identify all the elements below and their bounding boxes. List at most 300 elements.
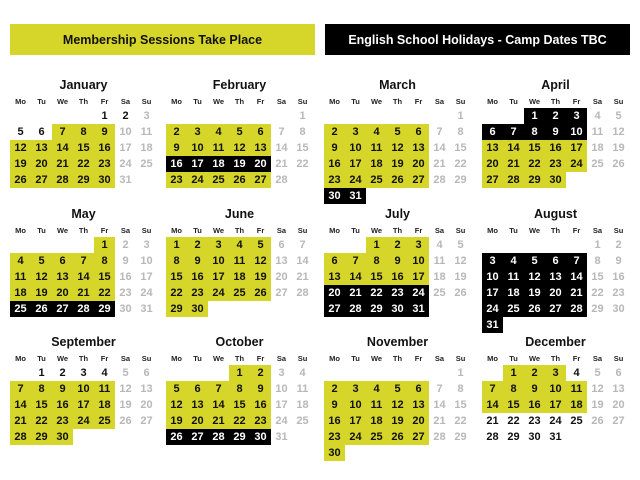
day-cell: 5 [387,124,408,140]
day-cell: 5 [387,381,408,397]
day-cell: 20 [31,156,52,172]
day-grid [324,237,471,317]
empty-cell [408,445,429,461]
empty-cell [208,365,229,381]
day-cell: 8 [292,124,313,140]
day-cell: 9 [166,140,187,156]
day-cell: 1 [292,108,313,124]
weekday-label: Sa [276,97,287,106]
empty-cell [52,108,73,124]
day-cell: 20 [271,269,292,285]
day-cell: 20 [136,397,157,413]
day-cell: 6 [608,365,629,381]
day-cell: 17 [115,140,136,156]
day-cell: 19 [229,156,250,172]
weekday-label: Tu [193,354,202,363]
weekday-label: Th [392,97,403,106]
empty-cell [229,108,250,124]
day-cell: 26 [250,285,271,301]
empty-cell [450,301,471,317]
day-cell: 19 [10,156,31,172]
month-november [324,335,471,461]
day-cell: 25 [429,285,450,301]
weekday-label: Mo [487,226,498,235]
empty-cell [503,317,524,333]
day-cell: 12 [31,269,52,285]
weekday-label: Fr [572,226,581,235]
day-cell: 16 [324,413,345,429]
day-cell: 9 [187,253,208,269]
month-title: April [541,78,570,92]
day-cell: 15 [524,140,545,156]
day-cell: 28 [208,429,229,445]
day-cell: 31 [408,301,429,317]
day-cell: 17 [73,397,94,413]
day-cell: 17 [187,156,208,172]
day-cell: 21 [73,285,94,301]
day-cell: 19 [450,269,471,285]
day-cell: 22 [587,285,608,301]
empty-cell [52,237,73,253]
day-cell: 4 [208,124,229,140]
day-cell: 5 [587,365,608,381]
day-cell: 26 [166,429,187,445]
weekday-label: Su [297,354,308,363]
weekday-label: Tu [351,97,360,106]
day-cell: 9 [545,124,566,140]
empty-cell [545,317,566,333]
empty-cell [271,108,292,124]
day-cell: 2 [524,365,545,381]
day-cell: 3 [545,365,566,381]
day-cell: 27 [482,172,503,188]
empty-cell [429,188,450,204]
empty-cell [292,301,313,317]
day-cell: 12 [115,381,136,397]
day-cell: 11 [503,269,524,285]
weekday-label: Fr [100,97,109,106]
day-cell: 18 [366,156,387,172]
day-cell: 28 [345,301,366,317]
day-cell: 7 [566,253,587,269]
day-cell: 4 [94,365,115,381]
day-cell: 30 [324,188,345,204]
day-grid [166,365,313,445]
day-cell: 21 [503,156,524,172]
weekday-label: Th [550,226,561,235]
empty-cell [345,445,366,461]
day-cell: 3 [208,237,229,253]
weekday-label: Mo [171,97,182,106]
day-cell: 1 [366,237,387,253]
day-cell: 22 [524,156,545,172]
empty-cell [166,108,187,124]
day-cell: 13 [250,140,271,156]
day-cell: 10 [208,253,229,269]
day-cell: 7 [271,124,292,140]
day-grid [482,237,629,333]
weekday-label: Mo [329,97,340,106]
day-cell: 21 [10,413,31,429]
day-cell: 6 [324,253,345,269]
day-cell: 12 [229,140,250,156]
day-cell: 17 [408,269,429,285]
empty-cell [187,365,208,381]
empty-cell [587,429,608,445]
day-cell: 14 [292,253,313,269]
weekday-label: Tu [37,354,46,363]
month-march [324,78,471,204]
empty-cell [503,237,524,253]
day-cell: 24 [408,285,429,301]
day-cell: 24 [545,413,566,429]
day-cell: 22 [94,285,115,301]
day-cell: 16 [387,269,408,285]
weekday-label: Sa [592,354,603,363]
weekday-label: Su [455,354,466,363]
day-cell: 30 [94,172,115,188]
day-cell: 18 [366,413,387,429]
day-cell: 10 [73,381,94,397]
day-cell: 21 [292,269,313,285]
day-cell: 11 [429,253,450,269]
day-cell: 31 [271,429,292,445]
day-cell: 9 [324,397,345,413]
day-cell: 12 [387,397,408,413]
day-cell: 8 [94,253,115,269]
day-cell: 7 [10,381,31,397]
day-cell: 30 [52,429,73,445]
day-cell: 29 [31,429,52,445]
day-cell: 25 [208,172,229,188]
empty-cell [566,317,587,333]
empty-cell [566,172,587,188]
weekday-label: Th [392,226,403,235]
weekday-label: Mo [15,226,26,235]
day-cell: 29 [524,172,545,188]
weekday-label: Fr [256,354,265,363]
day-cell: 25 [94,413,115,429]
day-cell: 11 [566,381,587,397]
day-cell: 10 [271,381,292,397]
weekday-label: Sa [592,226,603,235]
day-cell: 21 [482,413,503,429]
day-cell: 13 [271,253,292,269]
day-cell: 17 [482,285,503,301]
weekday-label: Su [455,226,466,235]
weekday-label: Su [141,354,152,363]
day-cell: 15 [229,397,250,413]
day-cell: 2 [324,124,345,140]
day-cell: 18 [229,269,250,285]
day-cell: 9 [115,253,136,269]
day-cell: 1 [94,108,115,124]
day-cell: 7 [503,124,524,140]
day-cell: 20 [482,156,503,172]
empty-cell [524,317,545,333]
day-cell: 9 [524,381,545,397]
empty-cell [292,172,313,188]
weekday-label: We [370,226,383,235]
day-grid [10,108,157,188]
day-cell: 18 [566,397,587,413]
day-cell: 2 [545,108,566,124]
day-cell: 16 [52,397,73,413]
weekday-label: Sa [120,354,131,363]
day-cell: 3 [408,237,429,253]
weekday-label: Mo [487,354,498,363]
weekday-label: Fr [414,97,423,106]
day-cell: 22 [503,413,524,429]
empty-cell [566,237,587,253]
weekday-label: Mo [487,97,498,106]
day-cell: 4 [10,253,31,269]
day-cell: 23 [52,413,73,429]
day-cell: 8 [366,253,387,269]
weekday-label: Su [613,97,624,106]
day-cell: 24 [208,285,229,301]
month-april [482,78,629,188]
day-cell: 4 [587,108,608,124]
day-cell: 15 [503,397,524,413]
day-cell: 11 [10,269,31,285]
day-cell: 24 [73,413,94,429]
weekday-label: Tu [509,97,518,106]
day-cell: 16 [166,156,187,172]
weekday-label: Sa [592,97,603,106]
day-cell: 3 [73,365,94,381]
empty-cell [503,108,524,124]
weekday-label: Su [297,97,308,106]
weekday-label: Tu [351,226,360,235]
day-cell: 22 [31,413,52,429]
weekday-label: Sa [434,97,445,106]
day-cell: 9 [52,381,73,397]
weekday-label: We [370,354,383,363]
day-cell: 7 [429,381,450,397]
weekday-label: Fr [572,354,581,363]
empty-cell [271,301,292,317]
month-may [10,207,157,317]
empty-cell [31,108,52,124]
day-cell: 13 [608,381,629,397]
day-cell: 27 [408,172,429,188]
day-cell: 11 [94,381,115,397]
weekday-label: Tu [37,226,46,235]
empty-cell [366,445,387,461]
day-cell: 16 [324,156,345,172]
day-cell: 26 [387,172,408,188]
day-cell: 7 [208,381,229,397]
weekday-label: Th [550,97,561,106]
day-cell: 25 [366,429,387,445]
day-cell: 10 [545,381,566,397]
day-cell: 6 [52,253,73,269]
day-cell: 2 [608,237,629,253]
day-cell: 23 [324,429,345,445]
day-cell: 13 [52,269,73,285]
day-cell: 16 [545,140,566,156]
weekday-header [482,352,629,365]
empty-cell [208,108,229,124]
day-grid [324,108,471,204]
weekday-header [166,95,313,108]
day-cell: 30 [545,172,566,188]
day-cell: 8 [587,253,608,269]
weekday-label: We [528,97,541,106]
day-cell: 1 [229,365,250,381]
empty-cell [10,108,31,124]
day-cell: 22 [292,156,313,172]
empty-cell [387,188,408,204]
day-cell: 19 [387,156,408,172]
empty-cell [292,429,313,445]
day-cell: 28 [482,429,503,445]
month-september [10,335,157,445]
weekday-label: Th [78,97,89,106]
day-cell: 29 [94,301,115,317]
empty-cell [482,237,503,253]
day-cell: 1 [524,108,545,124]
day-cell: 26 [31,301,52,317]
day-cell: 2 [387,237,408,253]
month-title: November [366,335,429,349]
day-cell: 10 [136,253,157,269]
day-cell: 25 [503,301,524,317]
day-cell: 17 [208,269,229,285]
weekday-label: Tu [509,226,518,235]
empty-cell [10,365,31,381]
day-cell: 14 [345,269,366,285]
day-cell: 19 [31,285,52,301]
day-cell: 10 [566,124,587,140]
weekday-label: We [56,226,69,235]
weekday-label: We [528,354,541,363]
day-cell: 11 [366,140,387,156]
day-cell: 19 [524,285,545,301]
day-cell: 6 [31,124,52,140]
day-cell: 21 [566,285,587,301]
day-cell: 30 [608,301,629,317]
day-cell: 14 [73,269,94,285]
day-cell: 28 [429,429,450,445]
day-cell: 26 [608,156,629,172]
day-cell: 19 [387,413,408,429]
day-cell: 6 [250,124,271,140]
day-cell: 3 [482,253,503,269]
month-february [166,78,313,188]
day-cell: 18 [208,156,229,172]
empty-cell [187,108,208,124]
weekday-label: Th [234,226,245,235]
month-title: February [212,78,267,92]
month-august [482,207,629,333]
day-cell: 1 [503,365,524,381]
day-cell: 10 [187,140,208,156]
day-cell: 23 [524,413,545,429]
empty-cell [366,365,387,381]
day-cell: 15 [73,140,94,156]
month-title: December [525,335,586,349]
day-cell: 19 [608,140,629,156]
weekday-header [10,352,157,365]
day-cell: 18 [503,285,524,301]
day-cell: 24 [482,301,503,317]
weekday-label: Th [78,354,89,363]
day-cell: 16 [608,269,629,285]
weekday-label: We [212,226,225,235]
day-cell: 21 [429,156,450,172]
day-grid [482,365,629,445]
day-cell: 19 [250,269,271,285]
day-cell: 20 [324,285,345,301]
day-grid [10,365,157,445]
day-cell: 27 [187,429,208,445]
day-cell: 4 [229,237,250,253]
day-cell: 4 [366,381,387,397]
day-cell: 28 [429,172,450,188]
day-cell: 9 [608,253,629,269]
empty-cell [387,108,408,124]
day-cell: 21 [429,413,450,429]
empty-cell [587,172,608,188]
day-cell: 12 [166,397,187,413]
day-cell: 30 [250,429,271,445]
day-cell: 11 [208,140,229,156]
legend-membership [10,24,315,55]
day-cell: 1 [587,237,608,253]
day-cell: 23 [187,285,208,301]
weekday-label: Su [613,226,624,235]
weekday-label: Mo [15,354,26,363]
day-cell: 17 [545,397,566,413]
day-cell: 27 [408,429,429,445]
day-cell: 19 [587,397,608,413]
weekday-header [324,95,471,108]
day-cell: 2 [187,237,208,253]
day-cell: 29 [450,172,471,188]
day-cell: 8 [524,124,545,140]
month-title: October [215,335,264,349]
day-cell: 22 [366,285,387,301]
day-cell: 29 [73,172,94,188]
day-cell: 10 [345,140,366,156]
day-cell: 27 [250,172,271,188]
day-cell: 3 [271,365,292,381]
month-title: July [384,207,410,221]
day-cell: 29 [503,429,524,445]
day-cell: 28 [73,301,94,317]
day-cell: 12 [524,269,545,285]
empty-cell [324,108,345,124]
weekday-label: Mo [171,354,182,363]
empty-cell [166,365,187,381]
day-cell: 23 [250,413,271,429]
day-cell: 15 [450,397,471,413]
day-cell: 26 [387,429,408,445]
day-cell: 30 [324,445,345,461]
day-cell: 13 [136,381,157,397]
day-cell: 18 [94,397,115,413]
day-cell: 28 [503,172,524,188]
weekday-label: Su [297,226,308,235]
day-cell: 14 [566,269,587,285]
month-july [324,207,471,317]
day-cell: 7 [482,381,503,397]
empty-cell [387,365,408,381]
month-title: March [379,78,416,92]
day-cell: 16 [187,269,208,285]
